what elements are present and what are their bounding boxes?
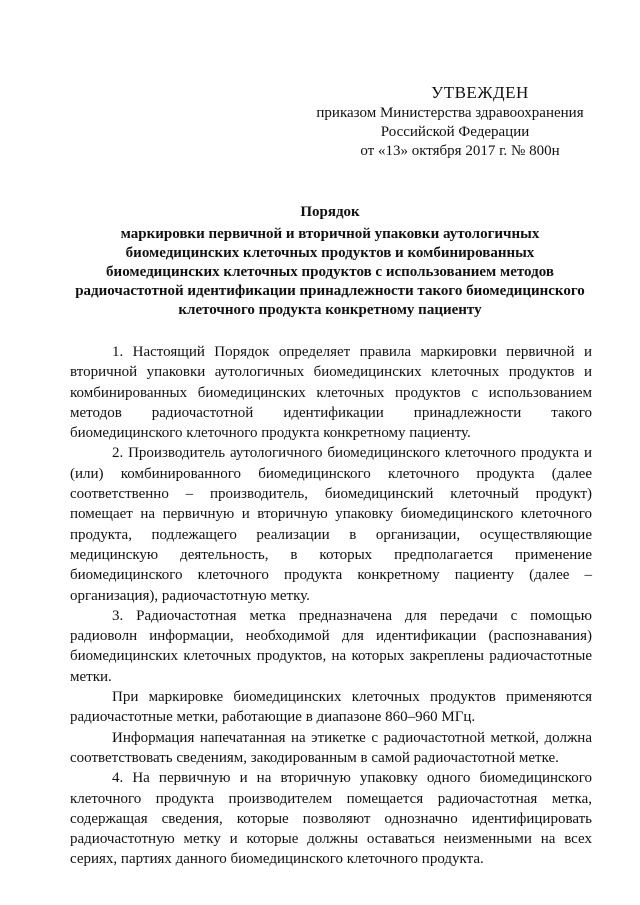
approval-order-line: приказом Министерства здравоохранения <box>316 105 584 121</box>
document-title <box>60 203 600 320</box>
title-line: радиочастотной идентификации принадлежности такого биомедицинского <box>75 283 585 299</box>
title-line: биомедицинских клеточных продуктов и комбинированных <box>125 245 535 261</box>
approval-date-line: от «13» октября 2017 г. № 800н <box>360 143 560 159</box>
approval-country-line: Российской Федерации <box>380 124 530 140</box>
paragraph-2: 2. Производитель аутологичного биомедицинского клеточного продукта и (или) комбинированного биомедицинского клеточного продукта (далее соответственно – производитель, биомедицинский клеточный продукт) помещает на первичную и вторичную упаковку биомедицинского клеточного продукта, подлежащего реализации в организации, осуществляющие медицинскую деятельность, в которых предполагается применение биомедицинского клеточного продукта конкретному пациенту (далее – организация), радиочастотную метку. <box>70 445 592 604</box>
title-line: клеточного продукта конкретному пациенту <box>178 302 482 318</box>
paragraph-4: 4. На первичную и на вторичную упаковку одного биомедицинского клеточного продукта производителем помещается радиочастотная метка, содержащая сведения, которые позволяют однозначно идентифицировать радиочастотную метку и которые должны оставаться неизменными на всех сериях, партиях данного биомедицинского клеточного продукта. <box>70 770 592 868</box>
approval-stamp <box>300 82 600 161</box>
title-heading: Порядок <box>300 204 360 220</box>
title-line: маркировки первичной и вторичной упаковки аутологичных <box>120 226 540 242</box>
paragraph-3-frequency: При маркировке биомедицинских клеточных продуктов применяются радиочастотные метки, работающие в диапазоне 860–960 МГц. <box>70 689 592 726</box>
title-line: биомедицинских клеточных продуктов с использованием методов <box>106 264 554 280</box>
approval-heading: УТВЕЖДЕН <box>431 83 529 102</box>
paragraph-3-label-info: Информация напечатанная на этикетке с радиочастотной меткой, должна соответствовать сведениям, закодированным в самой радиочастотной метке. <box>70 729 592 766</box>
paragraph-3: 3. Радиочастотная метка предназначена для передачи с помощью радиоволн информации, необходимой для идентификации (распознавания) биомедицинских клеточных продуктов, на которых закреплены радиочастотные метки. <box>70 607 592 685</box>
document-body <box>70 342 592 870</box>
paragraph-1: 1. Настоящий Порядок определяет правила маркировки первичной и вторичной упаковки аутологичных биомедицинских клеточных продуктов и комбинированных биомедицинских клеточных продуктов с использованием методов радиочастотной идентификации принадлежности такого биомедицинского клеточного продукта конкретному пациенту. <box>70 344 592 442</box>
